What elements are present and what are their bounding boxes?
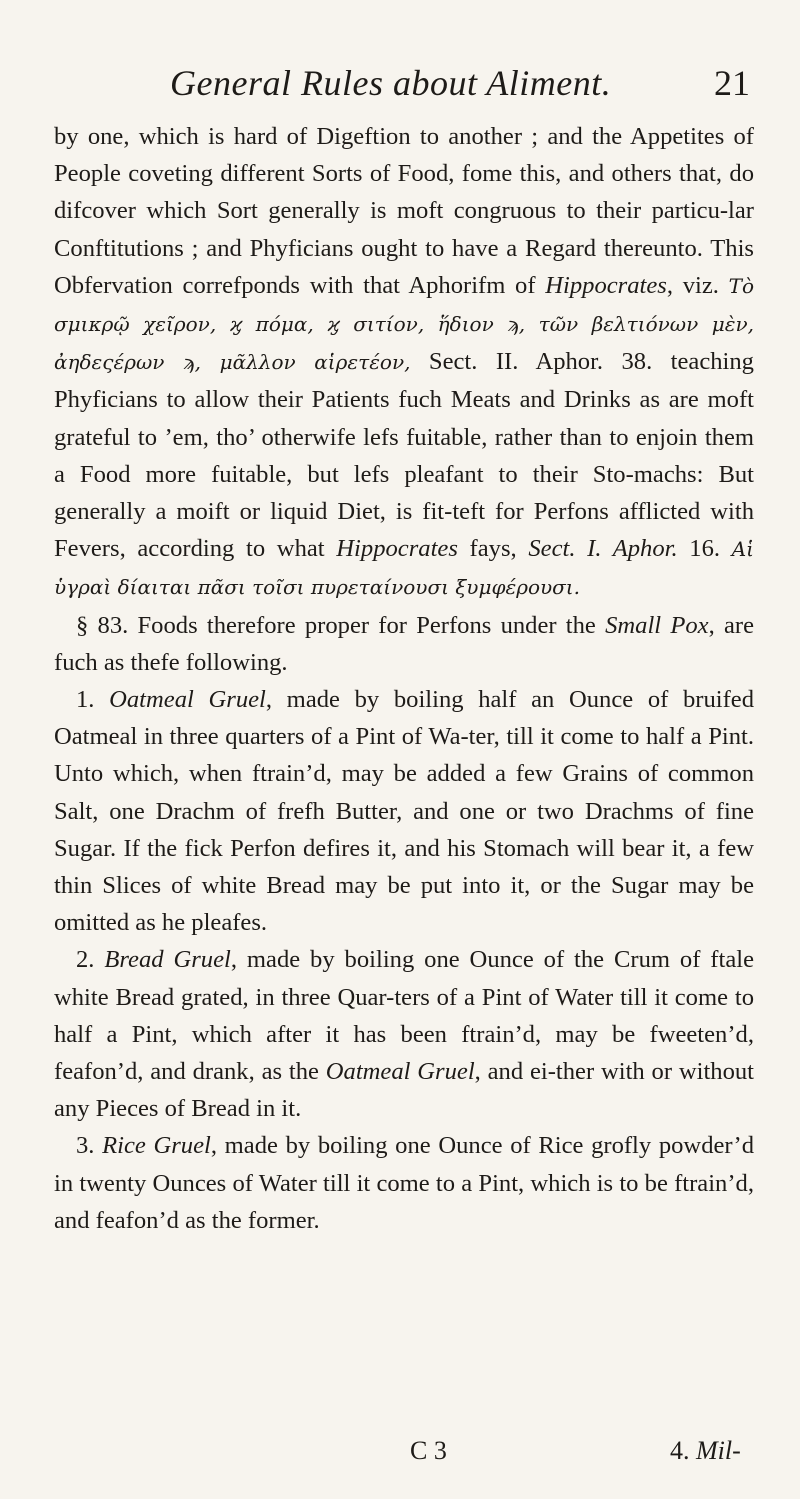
catchword-number: 4. bbox=[670, 1436, 690, 1465]
signature-mark: C 3 bbox=[410, 1436, 447, 1465]
recipe-title: Bread Gruel bbox=[104, 946, 231, 974]
greek-quotation: Αἱ ὑγραὶ δίαιται πᾶσι τοῖσι πυρεταίνουσι ξυμφέρουσι. bbox=[54, 537, 754, 600]
text-run: , made by boiling one Ounce of the Crum of ftale white Bread grated, in three Quar-ters of a Pint of Water till it come to half a Pint, which after it has been ftrain’d, may be fweeten’d, feafon’d, and drank, as the bbox=[54, 946, 754, 1086]
text-run: , made by boiling half an Ounce of bruifed Oatmeal in three quarters of a Pint of Wa-ter, till it come to half a Pint. Unto which, when ftrain’d, may be added a few Grains of common Salt, one Drachm of frefh Butter, and one or two Drachms of fine Sugar. If the fick Perfon defires it, and his Stomach will bear it, a few thin Slices of white Bread may be put into it, or the Sugar may be omitted as he pleafes. bbox=[54, 686, 755, 937]
author-name: Hippocrates bbox=[545, 271, 667, 299]
running-head: General Rules about Aliment. bbox=[170, 63, 612, 103]
text-run: , viz. bbox=[666, 271, 729, 299]
paragraph-section-83 bbox=[54, 607, 754, 681]
item-number: 1. bbox=[76, 686, 95, 714]
recipe-item bbox=[54, 681, 754, 941]
item-number: 3. bbox=[76, 1132, 95, 1160]
text-run: , are fuch as thefe following. bbox=[54, 611, 754, 676]
page-header bbox=[0, 62, 800, 106]
author-name: Hippocrates bbox=[336, 535, 458, 563]
catchword bbox=[670, 1436, 741, 1466]
text-run: fays, bbox=[457, 535, 529, 563]
text-run: by one, which is hard of Digeftion to another ; and the Appetites of People coveting different Sorts of Food, fome this, and others that, do difcover which Sort generally is moft congruous to their particu-lar Conftitutions ; and Phyficians ought to have a Regard thereunto. This Obfervation correfponds with that Aphorifm of bbox=[54, 123, 754, 299]
item-number: 2. bbox=[76, 946, 95, 974]
section-reference: Sect. I. Aphor. bbox=[528, 535, 678, 563]
greek-quotation: Τὸ σμικρῷ χεῖρον, ϗ πόμα, ϗ σιτίον, ἥδιον ϡ, τῶν βελτιόνων μὲν, ἀηδεςέρων ϡ, μᾶλλον αἱρετέον, bbox=[54, 273, 755, 375]
text-run: , made by boiling one Ounce of Rice grofly powder’d in twenty Ounces of Water till it come to a Pint, which is to be ftrain’d, and feafon’d as the former. bbox=[54, 1132, 754, 1234]
text-run: § 83. Foods therefore proper for Perfons under the bbox=[76, 611, 606, 639]
page-number: 21 bbox=[714, 63, 750, 103]
text-run: 16. bbox=[677, 535, 732, 563]
text-run: , and ei-ther with or without any Pieces of Bread in it. bbox=[54, 1058, 754, 1123]
paragraph-aphorism bbox=[54, 118, 754, 607]
page-footer bbox=[0, 1436, 800, 1476]
catchword-word: Mil- bbox=[696, 1436, 741, 1465]
recipe-item bbox=[54, 1127, 754, 1239]
text-run: Sect. II. Aphor. 38. teaching Phyficians to allow their Patients fuch Meats and Drinks as are moft grateful to ’em, tho’ otherwife lefs fuitable, rather than to enjoin them a Food more fuitable, but lefs pleafant to their Sto-machs: But generally a moift or liquid Diet, is fit-teft for Perfons afflicted with Fevers, according to what bbox=[54, 348, 754, 563]
recipe-item bbox=[54, 941, 754, 1127]
recipe-reference: Oatmeal Gruel bbox=[325, 1058, 475, 1086]
recipe-title: Oatmeal Gruel bbox=[109, 686, 266, 714]
recipe-title: Rice Gruel bbox=[102, 1132, 211, 1160]
body-text bbox=[54, 118, 754, 1239]
disease-name: Small Pox bbox=[605, 611, 709, 639]
